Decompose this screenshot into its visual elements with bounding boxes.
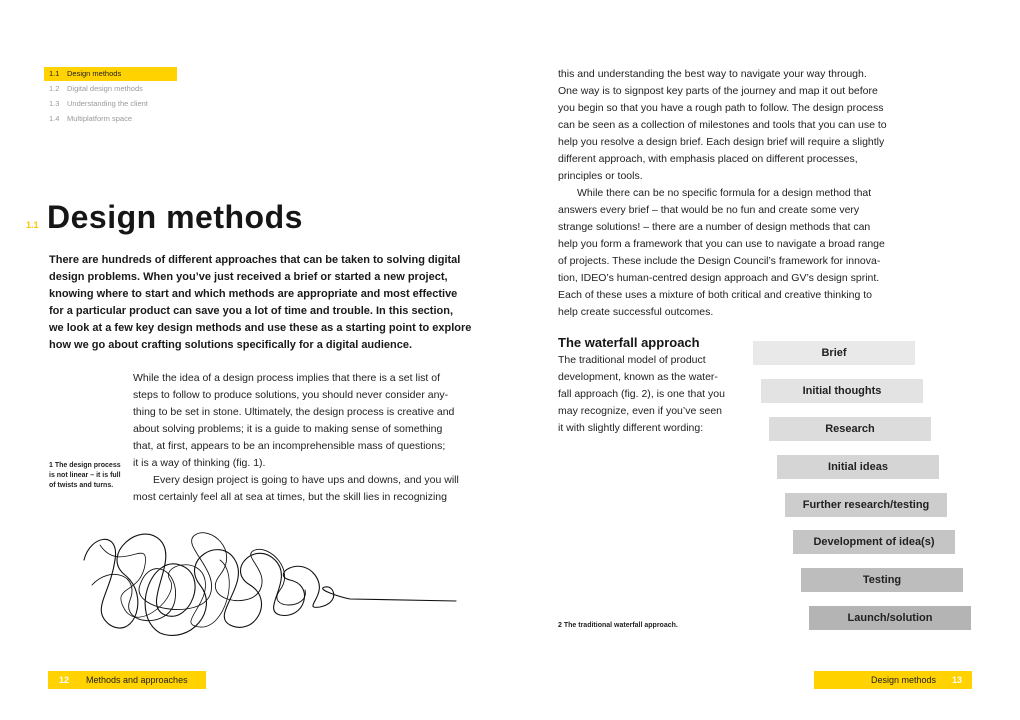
body-line: answers every brief – that would be no fun and create some very xyxy=(558,204,860,216)
waterfall-step-research: Research xyxy=(769,417,931,441)
body-line: this and understanding the best way to navigate your way through. xyxy=(558,68,867,80)
body-line: thing to be set in stone. Ultimately, the design process is creative and xyxy=(133,406,455,418)
waterfall-step-testing: Testing xyxy=(801,568,963,592)
body-line: steps to follow to produce solutions, you should never consider any- xyxy=(133,389,449,401)
body-line: strange solutions! – there are a number of design methods that can xyxy=(558,221,871,233)
footer-left xyxy=(48,671,206,689)
footer-right xyxy=(814,671,972,689)
body-line: most certainly feel all at sea at times, but the skill lies in recognizing xyxy=(133,491,447,503)
toc-item-multiplatform-space[interactable]: 1.4 Multiplatform space xyxy=(49,114,133,123)
caption-text: The traditional waterfall approach. xyxy=(563,622,678,629)
body-line: fall approach (fig. 2), is one that you xyxy=(558,388,725,400)
body-line: principles or tools. xyxy=(558,170,643,182)
body-line: Each of these uses a mixture of both critical and creative thinking to xyxy=(558,289,873,301)
footer-section-label: Methods and approaches xyxy=(86,675,188,685)
intro-line: we look at a few key design methods and use these as a starting point to explore xyxy=(49,322,472,334)
tangled-line-illustration xyxy=(80,515,460,645)
body-text-left xyxy=(133,370,463,506)
body-line: of projects. These include the Design Council’s framework for innova- xyxy=(558,255,881,267)
intro-line: how we go about crafting solutions specifically for a digital audience. xyxy=(49,339,413,351)
caption-number: 2 xyxy=(558,622,562,629)
body-line: tion, IDEO’s human-centred design approach and GV’s design sprint. xyxy=(558,272,880,284)
caption-number: 1 xyxy=(49,462,53,469)
body-text-right xyxy=(558,66,893,321)
waterfall-text xyxy=(558,352,738,437)
body-line: While the idea of a design process implies that there is a set list of xyxy=(133,372,440,384)
waterfall-heading: The waterfall approach xyxy=(558,335,700,350)
page-number-left: 12 xyxy=(59,675,70,685)
body-line: help you resolve a design brief. Each design brief will require a slightly xyxy=(558,136,885,148)
body-line: The traditional model of product xyxy=(558,354,706,366)
body-line: it is a way of thinking (fig. 1). xyxy=(133,457,266,469)
body-line: that, at first, appears to be an incomprehensible mass of questions; xyxy=(133,440,446,452)
body-line: it with slightly different wording: xyxy=(558,422,704,434)
toc-item-digital-design-methods[interactable]: 1.2 Digital design methods xyxy=(49,84,143,93)
body-line: about solving problems; it is a guide to making sense of something xyxy=(133,423,443,435)
footer-chapter-label: Design methods xyxy=(871,675,937,685)
body-line: different approach, with emphasis placed on different processes, xyxy=(558,153,858,165)
intro-line: There are hundreds of different approaches that can be taken to solving digital xyxy=(49,254,461,266)
section-number: 1.1 xyxy=(26,220,39,230)
waterfall-step-initial-ideas: Initial ideas xyxy=(777,455,939,479)
toc-item-understanding-the-client[interactable]: 1.3 Understanding the client xyxy=(49,99,148,108)
body-line: help you form a framework that you can use to navigate a broad range xyxy=(558,238,885,250)
body-line: development, known as the water- xyxy=(558,371,718,383)
waterfall-step-initial-thoughts: Initial thoughts xyxy=(761,379,923,403)
body-line: One way is to signpost key parts of the journey and map it out before xyxy=(558,85,878,97)
body-line: Every design project is going to have ups and downs, and you will xyxy=(153,474,459,486)
figure-1-caption xyxy=(49,461,121,491)
body-line: While there can be no specific formula for a design method that xyxy=(577,187,872,199)
toc-item-design-methods[interactable]: 1.1 Design methods xyxy=(44,67,177,81)
caption-text: The design process is not linear – it is full of twists and turns. xyxy=(49,462,121,489)
intro-line: for a particular product can save you a lot of time and trouble. In this section, xyxy=(49,305,454,317)
intro-line: knowing where to start and which methods are appropriate and most effective xyxy=(49,288,458,300)
body-line: can be seen as a collection of milestones and tools that you can use to xyxy=(558,119,887,131)
body-line: help create successful outcomes. xyxy=(558,306,714,318)
page-title: Design methods xyxy=(47,199,303,235)
waterfall-step-launch-solution: Launch/solution xyxy=(809,606,971,630)
waterfall-step-brief: Brief xyxy=(753,341,915,365)
figure-2-caption xyxy=(558,622,678,629)
waterfall-step-development: Development of idea(s) xyxy=(793,530,955,554)
waterfall-step-further-research-testing: Further research/testing xyxy=(785,493,947,517)
intro-line: design problems. When you’ve just received a brief or started a new project, xyxy=(49,271,448,283)
page-number-right: 13 xyxy=(952,675,963,685)
intro-paragraph xyxy=(49,252,472,354)
body-line: may recognize, even if you’ve seen xyxy=(558,405,723,417)
body-line: you begin so that you have a rough path to follow. The design process xyxy=(558,102,884,114)
